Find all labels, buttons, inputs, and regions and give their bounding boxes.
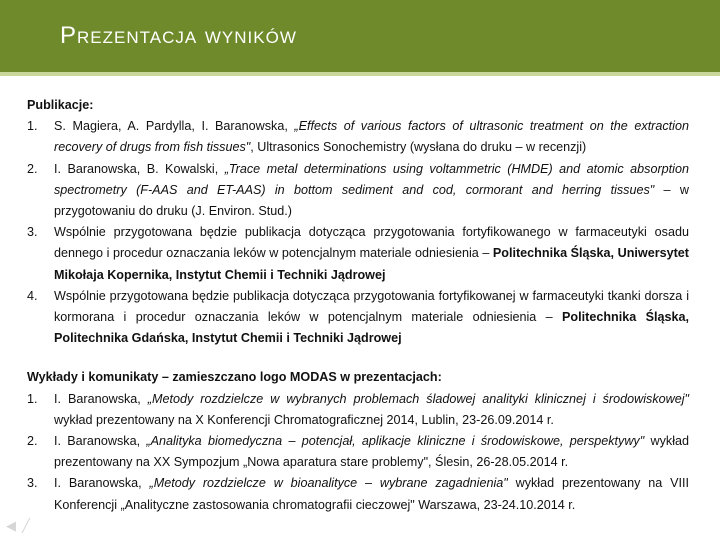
item-details: – w przygotowaniu do druku (J. Environ. Stud.) (54, 182, 689, 219)
item-details: wykład prezentowany na X Konferencji Chromatograficznej 2014, Lublin, 23-26.09.2014 r. (54, 412, 554, 427)
item-number: 1. (27, 119, 38, 134)
arrow-left-icon[interactable]: ◀ (6, 518, 16, 533)
item-text (54, 222, 689, 286)
item-number: 2. (27, 434, 38, 449)
item-partners: Politechnika Śląska, Politechnika Gdańska, Instytut Chemii i Techniki Jądrowej (54, 310, 689, 346)
item-title: „Metody rozdzielcze w wybranych problemach śladowej analityki klinicznej i środowiskowej" (147, 391, 689, 406)
item-authors: I. Baranowska, B. Kowalski, (54, 161, 225, 176)
publications-heading: Publikacje: (27, 98, 94, 112)
publication-item (27, 159, 689, 223)
item-authors: I. Baranowska, (54, 391, 148, 406)
item-title: „Analityka biomedyczna – potencjał, aplikacje kliniczne i środowiskowe, perspektywy" (146, 434, 645, 449)
item-description: Wspólnie przygotowana będzie publikacja dotycząca przygotowania fortyfikowanego w farmaceutyki osadu dennego i procedur oznaczania leków w potencjalnym materiale odniesienia – (54, 225, 689, 261)
slide-content (27, 95, 689, 516)
item-authors: I. Baranowska, (54, 434, 147, 449)
publication-item (27, 286, 689, 350)
item-title: „Metody rozdzielcze w bioanalityce – wybrane zagadnienia" (149, 476, 508, 491)
item-partners: Politechnika Śląska, Uniwersytet Mikołaja Kopernika, Instytut Chemii i Techniki Jądrowej (54, 246, 690, 282)
slide-navigation (6, 518, 30, 534)
section-gap (27, 349, 689, 367)
publication-item (27, 116, 689, 158)
lecture-item (27, 473, 689, 515)
item-details: wykład prezentowany na VIII Konferencji „Analityczne zastosowania chromatografii cieczowej" Warszawa, 23-24.10.2014 r. (54, 476, 689, 512)
item-number: 3. (27, 225, 38, 240)
item-authors: I. Baranowska, (54, 476, 150, 491)
item-number: 3. (27, 476, 38, 491)
item-details: , Ultrasonics Sonochemistry (wysłana do druku – w recenzji) (250, 140, 587, 155)
item-details: wykład prezentowany na XX Sympozjum „Nowa aparatura stare problemy", Ślesin, 26-28.05.2014 r. (54, 434, 689, 470)
publication-item (27, 222, 689, 286)
arrow-right-icon[interactable]: ╱ (22, 518, 30, 533)
item-text (54, 431, 689, 473)
item-text (54, 159, 689, 223)
item-text (54, 389, 689, 431)
lecture-item (27, 389, 689, 431)
item-title: „Trace metal determinations using voltammetric (HMDE) and atomic absorption spectrometry (F-AAS and ET-AAS) in bottom sediment and cod, cormorant and herring tissues" (54, 161, 689, 197)
lectures-heading: Wykłady i komunikaty – zamieszczano logo MODAS w prezentacjach: (27, 370, 442, 385)
item-text (54, 473, 689, 515)
item-title: „Effects of various factors of ultrasonic treatment on the extraction recovery of drugs from fish tissues" (54, 119, 689, 155)
item-number: 2. (27, 161, 38, 176)
item-authors: S. Magiera, A. Pardylla, I. Baranowska, (54, 119, 295, 134)
item-text (54, 116, 689, 158)
slide-header (0, 0, 720, 76)
item-description: Wspólnie przygotowana będzie publikacja dotycząca przygotowania fortyfikowanej w farmaceutyki tkanki dorsza i kormorana i procedur oznaczania leków w potencjalnym materiale odniesienia – (54, 288, 689, 325)
slide-title: Prezentacja wyników (60, 22, 297, 49)
item-number: 4. (27, 288, 38, 303)
item-number: 1. (27, 391, 38, 406)
lecture-item (27, 431, 689, 473)
item-text (54, 286, 689, 350)
